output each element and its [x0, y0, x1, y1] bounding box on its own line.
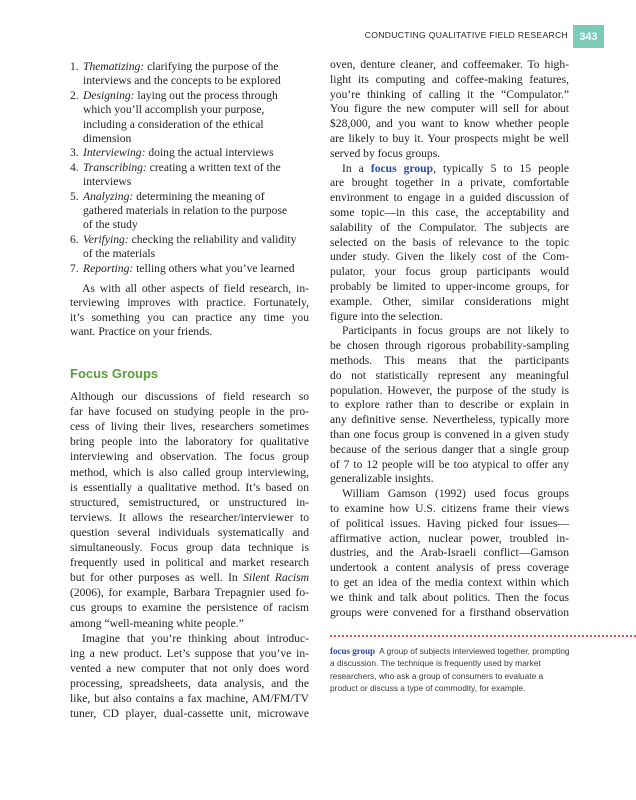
text-segment: dimension: [83, 132, 132, 145]
text-line: [330, 58, 569, 72]
text-segment: of the study: [83, 218, 138, 232]
text-line: [342, 487, 569, 501]
text-line: [70, 311, 309, 325]
text-line: [330, 236, 569, 250]
page-number: 343: [573, 25, 604, 48]
text-line: [82, 632, 309, 646]
text-segment: because of the serious danger that a single group: [330, 442, 569, 456]
text-segment: but for other purposes as well. In: [70, 571, 244, 585]
text-segment: example. Other, similar considerations might: [330, 294, 569, 308]
text-segment: creating a written text of the: [146, 160, 281, 174]
text-segment: probably be limited to upper-income groups, for: [330, 280, 569, 293]
text-segment: structured, semistructured, or unstructured in-: [70, 495, 309, 509]
list-number: 7.: [70, 261, 79, 275]
text-line: [83, 247, 309, 261]
key-term: focus group: [370, 161, 434, 175]
text-segment: vented a new computer that not only does word: [70, 661, 309, 675]
text-line: [330, 369, 569, 383]
text-segment: Imagine that you’re thinking about introduc-: [82, 631, 309, 645]
text-line: [330, 472, 569, 486]
text-segment: methods. This means that the participants: [330, 354, 569, 367]
text-line: [330, 147, 569, 161]
text-segment: frequently used in political and market research: [70, 556, 309, 570]
text-line: [330, 102, 569, 116]
text-line: [83, 190, 309, 204]
text-segment: are likely to buy it. Your prospects might be well: [330, 132, 569, 145]
text-line: [70, 390, 309, 404]
text-line: [70, 707, 309, 721]
glossary-entry: [330, 645, 570, 694]
text-line: [70, 405, 309, 419]
text-segment: served by focus groups.: [330, 146, 441, 160]
text-line: [330, 532, 569, 546]
text-line: [83, 218, 309, 232]
text-segment: tuner, CD player, dual-cassette unit, microwave: [70, 707, 309, 721]
text-line: [83, 118, 309, 132]
italic-text: Reporting:: [83, 261, 134, 275]
text-line: [330, 606, 569, 620]
text-segment: you’re thinking of calling it the “Compulator.”: [330, 87, 569, 101]
text-line: [83, 161, 309, 175]
text-line: [330, 88, 569, 102]
text-segment: salability of the Compulator. The subjects are: [330, 220, 569, 234]
text-segment: we think and talk about politics. Then the focus: [330, 590, 569, 604]
text-segment: laying out the process through: [134, 88, 278, 102]
text-segment: cus groups to examine the persistence of racism: [70, 601, 309, 615]
text-line: [83, 175, 309, 189]
text-segment: want. Practice on your friends.: [70, 325, 213, 339]
text-segment: (2006), for example, Barbara Trepagnier used fo-: [70, 586, 309, 600]
text-segment: some topic—in this case, the acceptability and: [330, 206, 569, 219]
text-segment: including a consideration of the ethical: [83, 117, 264, 131]
text-line: [70, 541, 309, 555]
text-segment: In a: [342, 161, 371, 175]
text-line: [330, 206, 569, 220]
text-line: [70, 511, 309, 525]
text-line: [83, 74, 309, 88]
text-line: [330, 339, 569, 353]
text-line: [342, 162, 569, 176]
text-line: [82, 282, 309, 296]
text-segment: figure into the selection.: [330, 309, 443, 323]
text-segment: like, but also contains a fax machine, AM/FM/TV: [70, 692, 309, 705]
text-segment: determining the meaning of: [133, 189, 265, 203]
text-segment: far have focused on studying people in the pro-: [70, 405, 309, 419]
running-head: CONDUCTING QUALITATIVE FIELD RESEARCH: [364, 30, 568, 40]
text-segment: population. However, the purpose of the study is: [330, 383, 569, 397]
text-line: [330, 546, 569, 560]
text-line: [70, 677, 309, 691]
text-line: [330, 265, 569, 279]
text-line: [330, 354, 569, 368]
text-line: [83, 146, 309, 160]
text-segment: affirmative action, nuclear power, troubled in-: [330, 531, 569, 545]
text-line: [330, 443, 569, 457]
text-segment: dustries, and the Arab-Israeli conflict—Gamson: [330, 546, 569, 560]
text-segment: , typically 5 to 15 people: [433, 161, 569, 175]
text-segment: checking the reliability and validity: [128, 232, 297, 246]
text-segment: pulator, your focus group participants would: [330, 265, 569, 279]
text-segment: under study. Given the likely cost of the Com-: [330, 250, 569, 264]
italic-text: Interviewing:: [83, 146, 146, 160]
text-segment: any definitive sense. Nevertheless, typically more: [330, 413, 569, 427]
text-segment: to get an idea of the media context within which: [330, 576, 569, 589]
section-heading: Focus Groups: [70, 366, 159, 381]
text-segment: bring people into the laboratory for qualitative: [70, 435, 309, 449]
text-segment: doing the actual interviews: [145, 146, 274, 160]
text-line: [70, 450, 309, 464]
text-line: [70, 692, 309, 706]
text-segment: method, which is also called group interviewing,: [70, 465, 309, 479]
text-segment: among “well-meaning white people.”: [70, 616, 244, 630]
text-line: [70, 420, 309, 434]
list-number: 5.: [70, 189, 79, 203]
text-segment: simultaneously. Focus group data technique is: [70, 541, 309, 554]
text-line: [70, 466, 309, 480]
text-line: [83, 262, 309, 276]
text-line: [70, 526, 309, 540]
text-segment: to explore rather than to describe or explain in: [330, 398, 569, 412]
text-line: [70, 647, 309, 661]
text-segment: groups were convened for a firsthand observation: [330, 605, 569, 619]
text-line: [70, 296, 309, 310]
list-number: 1.: [70, 60, 79, 73]
text-segment: to examine how U.S. citizens frame their views: [330, 502, 569, 515]
text-line: [330, 221, 569, 235]
text-segment: of political issues. Having picked four issues—: [330, 516, 569, 530]
text-segment: than one focus group is convened in a given study: [330, 428, 569, 441]
text-segment: do not statistically represent any meaningful: [330, 368, 569, 382]
italic-text: Silent Racism: [243, 571, 309, 585]
text-line: [70, 496, 309, 510]
italic-text: Transcribing:: [83, 160, 147, 174]
text-segment: is essentially a qualitative method. It’s based on: [70, 480, 309, 494]
text-line: [330, 517, 569, 531]
text-line: [70, 586, 309, 600]
text-segment: question several individuals systematically and: [70, 525, 309, 539]
text-segment: You figure the new computer will sell for about: [330, 102, 569, 116]
glossary-definition: A group of subjects interviewed together, prompting a discussion. The technique is frequently used by market researchers, who ask a group of consumers to evaluate a product or discuss a type of commodity, for example.: [330, 646, 570, 693]
text-line: [70, 481, 309, 495]
text-segment: terviews. It allows the researcher/interviewer to: [70, 510, 309, 524]
text-segment: terviewing improves with practice. Fortunately,: [70, 296, 309, 310]
text-segment: generalizable insights.: [330, 472, 434, 486]
text-line: [330, 428, 569, 442]
text-segment: of 7 to 12 people will be too atypical to offer any: [330, 457, 569, 471]
text-segment: undertook a content analysis of press coverage: [330, 561, 569, 575]
text-line: [330, 280, 569, 294]
text-segment: ing a new product. Let’s suppose that you’ve in-: [70, 646, 309, 660]
text-line: [330, 132, 569, 146]
text-line: [70, 556, 309, 570]
text-line: [330, 73, 569, 87]
text-segment: be chosen through rigorous probability-sampling: [330, 339, 569, 353]
text-segment: it’s something you can practice any time you: [70, 310, 309, 324]
text-line: [70, 435, 309, 449]
text-line: [330, 591, 569, 605]
text-segment: of the materials: [83, 247, 156, 261]
italic-text: Analyzing:: [83, 189, 134, 203]
text-segment: oven, denture cleaner, and coffeemaker. To high-: [330, 58, 569, 71]
text-line: [330, 384, 569, 398]
text-line: [83, 89, 309, 103]
text-line: [330, 413, 569, 427]
text-line: [83, 233, 309, 247]
text-segment: Although our discussions of field research so: [70, 390, 309, 403]
italic-text: Designing:: [83, 88, 135, 102]
text-segment: which you’ll accomplish your purpose,: [83, 103, 265, 117]
text-line: [342, 324, 569, 338]
text-line: [70, 571, 309, 585]
glossary-divider: [330, 635, 636, 637]
text-line: [330, 295, 569, 309]
text-line: [70, 617, 309, 631]
text-segment: are brought together in a private, comfortable: [330, 176, 569, 190]
list-number: 4.: [70, 160, 79, 174]
text-segment: processing, spreadsheets, data analysis, and the: [70, 676, 309, 690]
italic-text: Thematizing:: [83, 60, 145, 73]
text-line: [83, 132, 309, 146]
text-segment: telling others what you’ve learned: [133, 261, 295, 275]
text-segment: $28,000, and you want to know whether people: [330, 117, 569, 131]
text-line: [70, 662, 309, 676]
text-line: [330, 310, 569, 324]
text-line: [83, 103, 309, 117]
text-segment: Participants in focus groups are not likely to: [342, 324, 569, 338]
text-line: [70, 325, 309, 339]
text-line: [330, 561, 569, 575]
list-number: 3.: [70, 146, 79, 160]
text-segment: selected on the basis of relevance to the topic: [330, 235, 569, 249]
text-line: [330, 250, 569, 264]
text-segment: William Gamson (1992) used focus groups: [342, 487, 569, 501]
text-segment: clarifying the purpose of the: [144, 60, 279, 73]
list-number: 2.: [70, 88, 79, 102]
italic-text: Verifying:: [83, 232, 129, 246]
text-line: [330, 191, 569, 205]
text-line: [330, 576, 569, 590]
text-line: [83, 60, 309, 74]
text-line: [330, 502, 569, 516]
text-line: [330, 176, 569, 190]
text-line: [330, 398, 569, 412]
text-segment: environment to engage in a guided discussion of: [330, 191, 569, 205]
text-segment: light its computing and coffee-making features,: [330, 72, 569, 86]
text-segment: interviews: [83, 175, 132, 189]
text-line: [83, 204, 309, 218]
text-line: [330, 117, 569, 131]
text-segment: As with all other aspects of field research, in-: [82, 282, 309, 295]
text-segment: gathered materials in relation to the purpose: [83, 204, 288, 217]
text-segment: cess of living their lives, researchers sometimes: [70, 420, 309, 434]
list-number: 6.: [70, 232, 79, 246]
text-segment: interviewing and observation. The focus group: [70, 450, 309, 464]
text-segment: interviews and the concepts to be explored: [83, 74, 281, 88]
text-line: [70, 601, 309, 615]
glossary-term: focus group: [330, 646, 376, 656]
text-line: [330, 458, 569, 472]
